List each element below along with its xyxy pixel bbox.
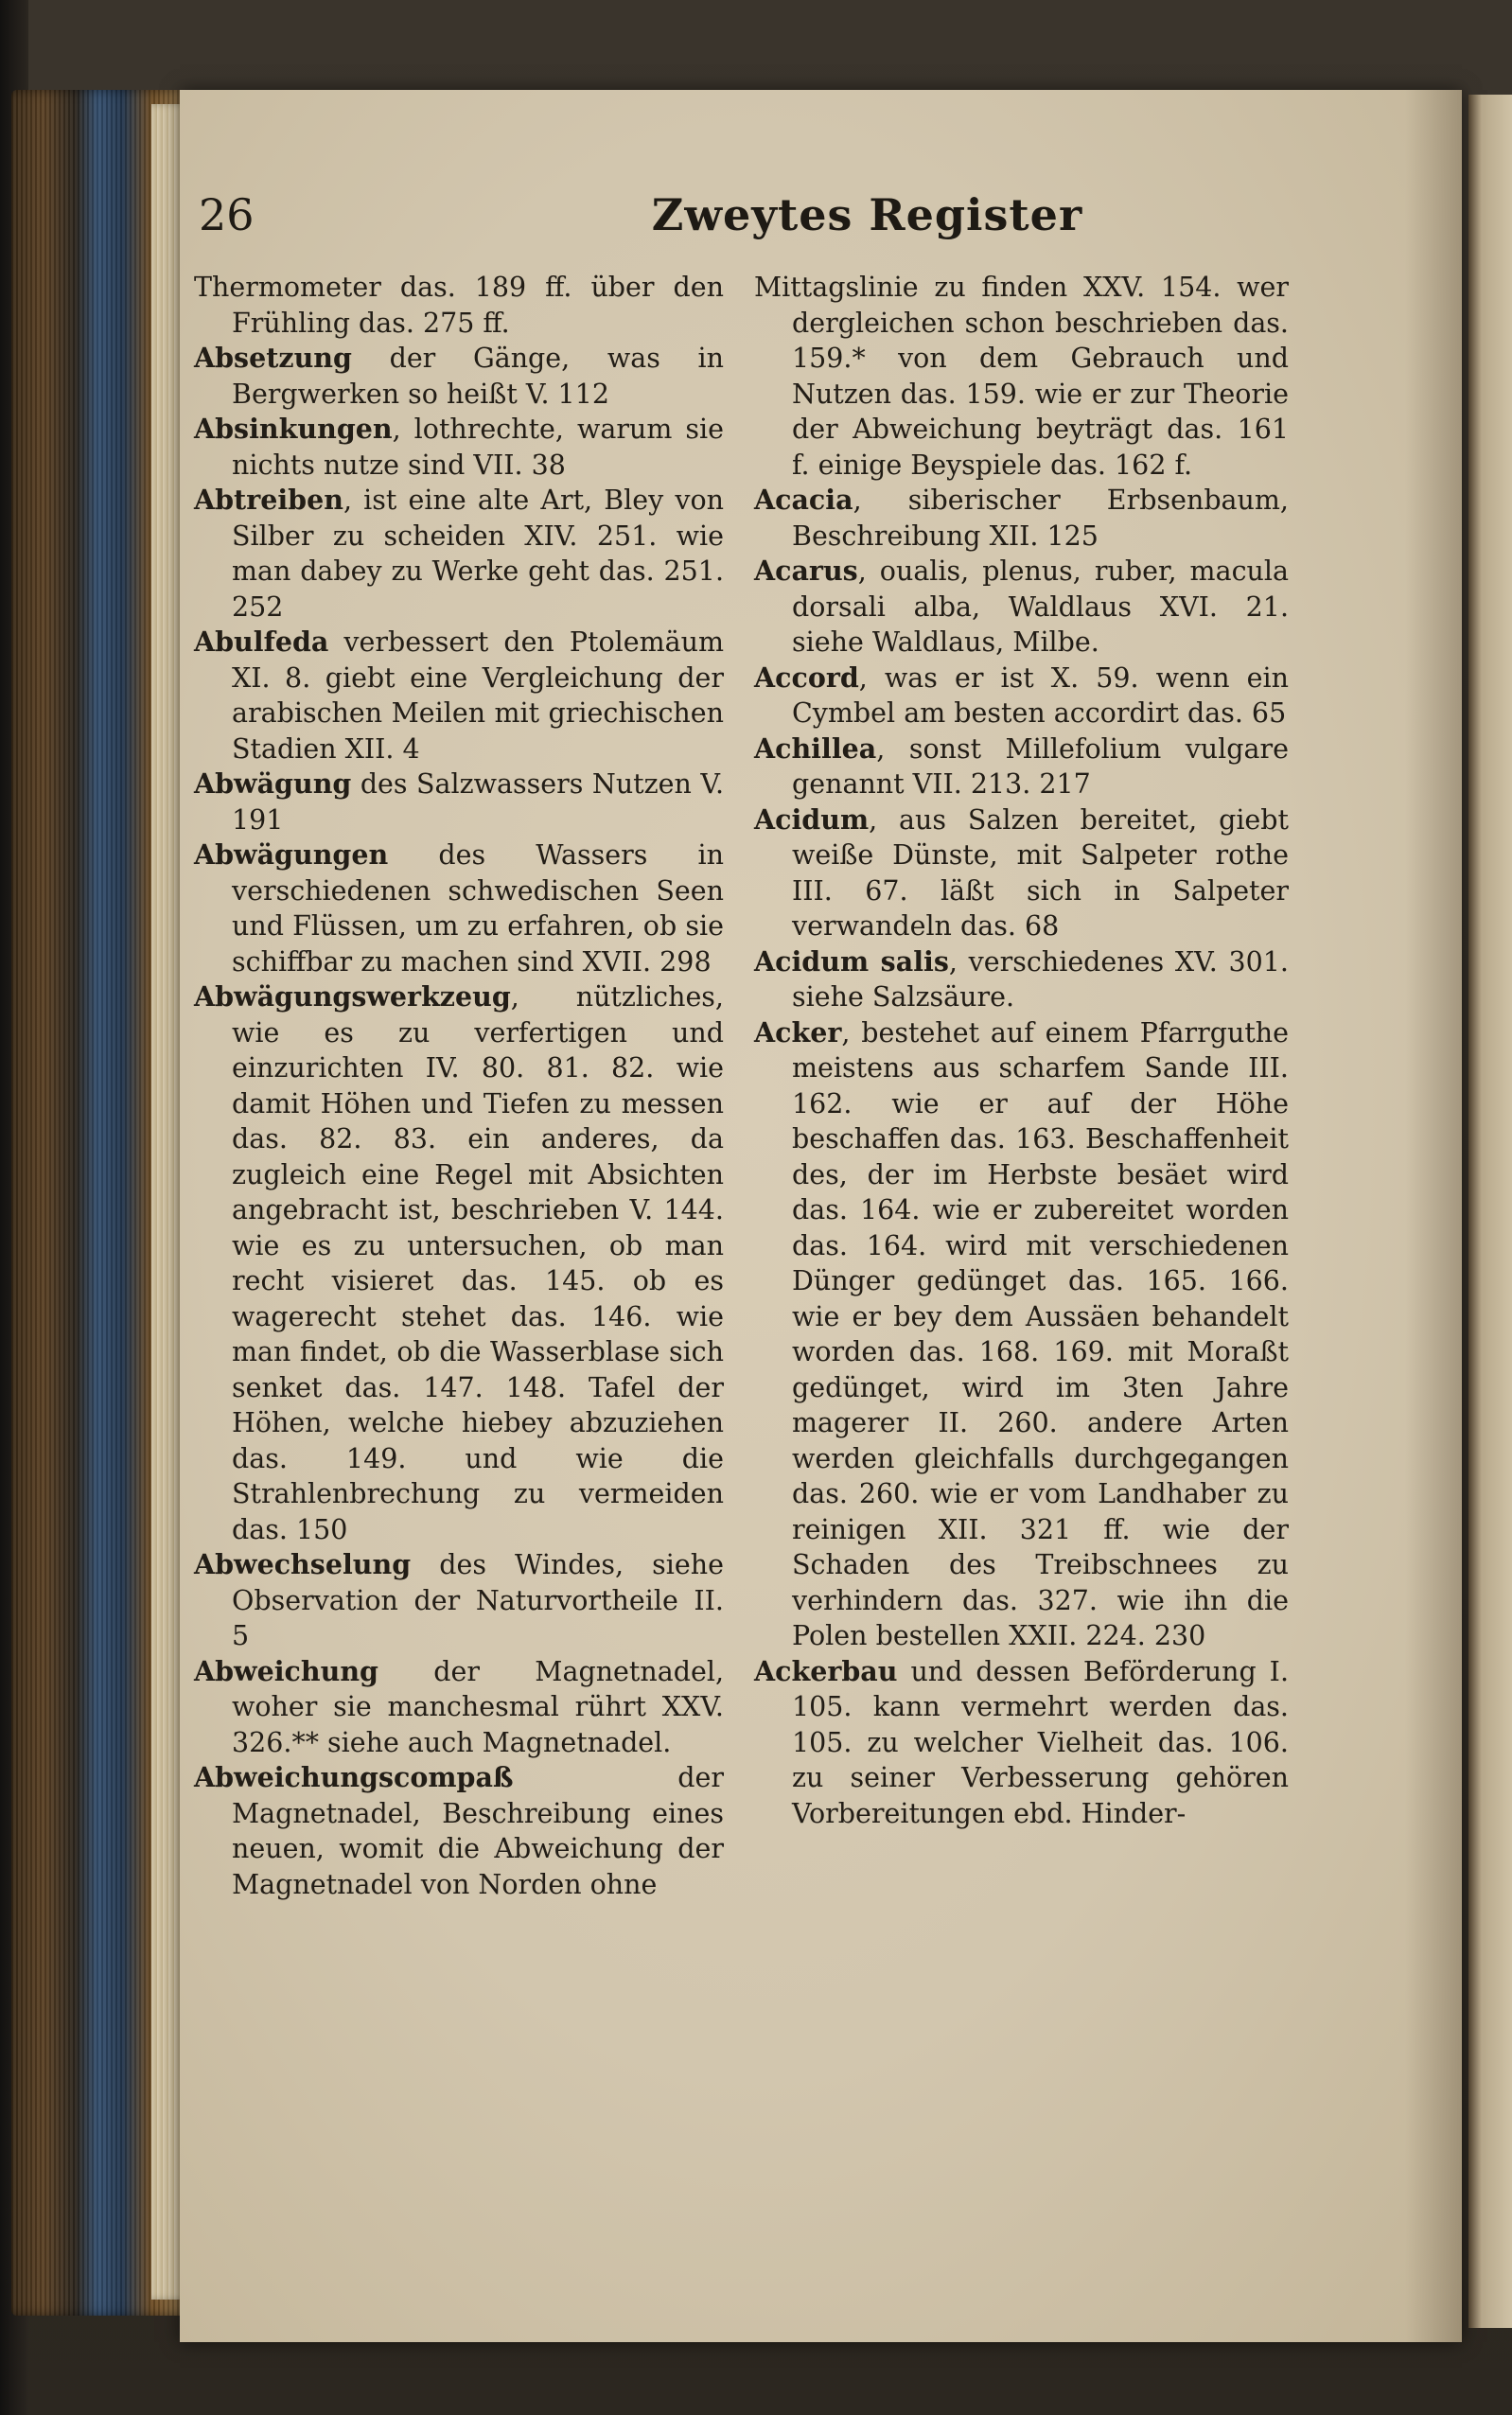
index-entry xyxy=(754,483,1289,554)
entry-headword: Absetzung xyxy=(194,342,352,374)
index-entry xyxy=(754,661,1289,732)
entry-text: des Wassers in verschiedenen schwedischen Seen und Flüssen, um zu erfahren, ob sie schiffbar zu machen sind XVII. 298 xyxy=(232,839,724,978)
entry-headword: Abtreiben xyxy=(194,484,343,516)
page-number: 26 xyxy=(199,189,255,240)
entry-text: , sonst Millefolium vulgare genannt VII. 213. 217 xyxy=(792,732,1289,800)
entry-text: , verschiedenes XV. 301. siehe Salzsäure. xyxy=(792,945,1289,1013)
index-entry xyxy=(754,1015,1289,1654)
index-entry xyxy=(194,412,724,483)
entry-headword: Abwägungen xyxy=(194,838,389,871)
entry-text: , oualis, plenus, ruber, macula dorsali alba, Waldlaus XVI. 21. siehe Waldlaus, Milbe. xyxy=(792,555,1289,658)
entry-text: des Salzwassers Nutzen V. 191 xyxy=(232,768,724,836)
entry-text: verbessert den Ptolemäum XI. 8. giebt eine Vergleichung der arabischen Meilen mit griechischen Stadien XII. 4 xyxy=(232,626,724,765)
entry-text: der Magnetnadel, woher sie manchesmal rührt XXV. 326.** siehe auch Magnetnadel. xyxy=(232,1655,724,1758)
index-entry xyxy=(194,270,724,341)
entry-headword: Accord xyxy=(754,661,859,694)
index-entry xyxy=(754,270,1289,483)
entry-headword: Abulfeda xyxy=(194,626,329,658)
entry-headword: Acidum salis xyxy=(754,944,949,978)
entry-text: der Magnetnadel, Beschreibung eines neuen, womit die Abweichung der Magnetnadel von Norden ohne xyxy=(232,1762,724,1900)
entry-text: , ist eine alte Art, Bley von Silber zu scheiden XIV. 251. wie man dabey zu Werke geht das. 251. 252 xyxy=(232,485,724,623)
entry-headword: Acarus xyxy=(754,555,858,587)
right-column xyxy=(754,270,1289,1831)
entry-headword: Abwechselung xyxy=(194,1548,412,1580)
entry-text: Thermometer das. 189 ff. über den Frühling das. 275 ff. xyxy=(194,272,724,339)
entry-text: , nützliches, wie es zu verfertigen und einzurichten IV. 80. 81. 82. wie damit Höhen und Tiefen zu messen das. 82. 83. ein anderes, da zugleich eine Regel mit Absichten angebracht ist, beschrieben V. 144. wie es zu untersuchen, ob man recht visieret das. 145. ob es wagerecht stehet das. 146. wie man findet, ob die Wasserblase sich senket das. 147. 148. Tafel der Höhen, welche hiebey abzuziehen das. 149. und wie die Strahlenbrechung zu vermeiden das. 150 xyxy=(232,981,724,1545)
entry-headword: Abweichung xyxy=(194,1654,378,1687)
entry-headword: Abwägungswerkzeug xyxy=(194,980,511,1013)
entry-text: der Gänge, was in Bergwerken so heißt V. 112 xyxy=(232,343,724,410)
index-entry xyxy=(754,944,1289,1015)
left-column xyxy=(194,270,724,1902)
entry-headword: Achillea xyxy=(754,732,877,765)
index-entry xyxy=(194,1547,724,1654)
entry-text: des Windes, siehe Observation der Naturvortheile II. 5 xyxy=(232,1549,724,1651)
entry-headword: Acker xyxy=(754,1015,842,1049)
index-entry xyxy=(194,979,724,1547)
index-entry xyxy=(194,341,724,412)
page-header xyxy=(199,189,1422,265)
index-entry xyxy=(194,625,724,767)
index-entry xyxy=(754,554,1289,661)
running-head: Zweytes Register xyxy=(651,189,1083,240)
entry-text: , was er ist X. 59. wenn ein Cymbel am besten accordirt das. 65 xyxy=(792,661,1289,729)
index-entry xyxy=(754,802,1289,944)
index-entry xyxy=(194,1654,724,1761)
entry-text: , lothrechte, warum sie nichts nutze sind VII. 38 xyxy=(232,414,724,481)
index-entry xyxy=(754,732,1289,802)
entry-headword: Acidum xyxy=(754,802,870,836)
index-entry xyxy=(194,767,724,837)
index-entry xyxy=(194,1760,724,1902)
index-entry xyxy=(194,483,724,625)
entry-text: und dessen Beförderung I. 105. kann vermehrt werden das. 105. zu welcher Vielheit das. 106. zu seiner Verbesserung gehören Vorbereitungen ebd. Hinder- xyxy=(792,1655,1289,1829)
entry-headword: Abweichungscompaß xyxy=(194,1761,514,1793)
entry-headword: Acacia xyxy=(754,484,853,516)
entry-text: Mittagslinie zu finden XXV. 154. wer dergleichen schon beschrieben das. 159.* von dem Gebrauch und Nutzen das. 159. wie er zur Theorie der Abweichung beyträgt das. 161 f. einige Beyspiele das. 162 f. xyxy=(754,272,1289,481)
entry-headword: Absinkungen xyxy=(194,413,393,445)
entry-headword: Ackerbau xyxy=(754,1654,898,1687)
entry-text: , bestehet auf einem Pfarrguthe meistens aus scharfem Sande III. 162. wie er auf der Höhe beschaffen das. 163. Beschaffenheit des, der im Herbste besäet wird das. 164. wie er zubereitet worden das. 164. wird mit verschiedenen Dünger gedünget das. 165. 166. wie er bey dem Aussäen behandelt worden das. 168. 169. mit Moraßt gedünget, wird im 3ten Jahre magerer II. 260. andere Arten werden gleichfalls durchgegangen das. 260. wie er vom Landhaber zu reinigen XII. 321 ff. wie der Schaden des Treibschnees zu verhindern das. 327. wie ihn die Polen bestellen XXII. 224. 230 xyxy=(792,1016,1289,1651)
entry-text: , aus Salzen bereitet, giebt weiße Dünste, mit Salpeter rothe III. 67. läßt sich in Salpeter verwandeln das. 68 xyxy=(792,803,1289,942)
entry-headword: Abwägung xyxy=(194,767,352,800)
index-entry xyxy=(754,1654,1289,1832)
entry-text: , siberischer Erbsenbaum, Beschreibung XII. 125 xyxy=(792,485,1289,552)
index-entry xyxy=(194,837,724,979)
facing-page-edge xyxy=(1468,95,1512,2328)
